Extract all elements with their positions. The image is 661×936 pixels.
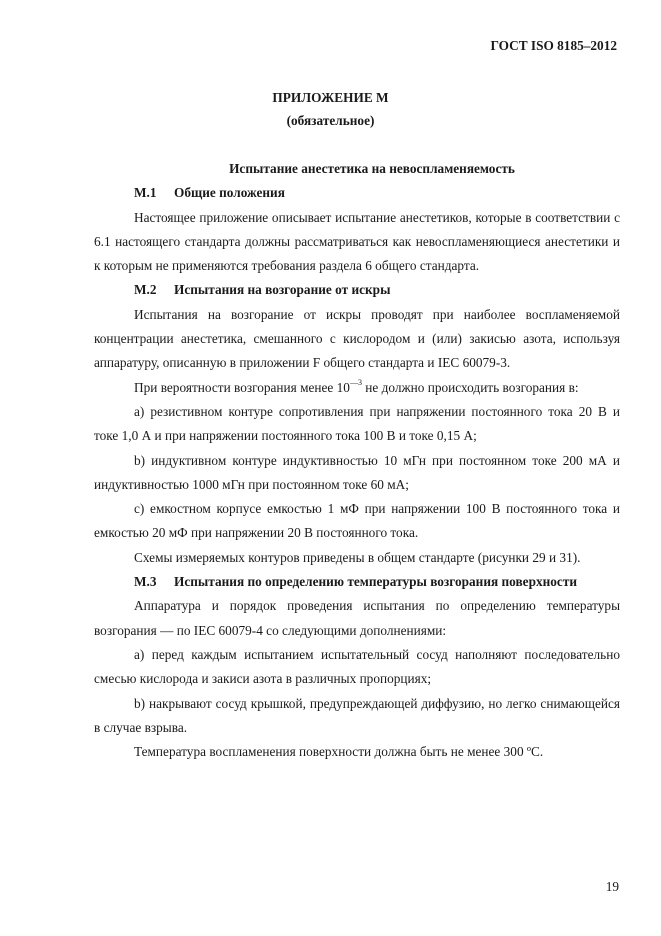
document-body bbox=[94, 157, 620, 764]
page-number: 19 bbox=[605, 879, 619, 894]
annex-subtitle: (обязательное) bbox=[286, 113, 375, 128]
superscript: —3 bbox=[349, 377, 362, 387]
text-fragment: При вероятности возгорания менее 10 bbox=[134, 379, 350, 395]
list-item: а) резистивном контуре сопротивления при напряжении постоянного тока 20 В и токе 1,0 А и при напряжении постоянного тока 100 В и токе 0,15 А; bbox=[94, 403, 620, 444]
section-number: М.2 bbox=[134, 282, 157, 298]
paragraph bbox=[94, 376, 620, 400]
list-item: b) накрывают сосуд крышкой, предупреждающей диффузию, но легко снимающейся в случае взрыва. bbox=[94, 695, 620, 735]
section-title: Испытания на возгорание от искры bbox=[174, 282, 391, 298]
paragraph: Испытания на возгорание от искры проводят при наиболее воспламеняемой концентрации анестетика, смешанного с кислородом и (или) закисью азота, используя аппаратуру, описанную в приложении F общего стандарта и IEC 60079-3. bbox=[94, 306, 620, 371]
section-number: М.1 bbox=[134, 185, 157, 201]
list-item: b) индуктивном контуре индуктивностью 10 мГн при постоянном токе 200 мА и индуктивностью 1000 мГн при постоянном токе 60 мА; bbox=[94, 452, 620, 492]
annex-title: ПРИЛОЖЕНИЕ М bbox=[272, 90, 389, 105]
list-item: с) емкостном корпусе емкостью 1 мФ при напряжении 100 В постоянного тока и емкостью 20 мФ при напряжении 20 В постоянного тока. bbox=[94, 501, 620, 541]
paragraph: Аппаратура и порядок проведения испытания по определению температуры возгорания — по IEC 60079-4 со следующими дополнениями: bbox=[94, 598, 620, 638]
annex-heading: Испытание анестетика на невоспламеняемость bbox=[229, 161, 515, 176]
list-item: а) перед каждым испытанием испытательный сосуд наполняют последовательно смесью кислорода и закиси азота в различных пропорциях; bbox=[94, 646, 620, 687]
paragraph: Схемы измеряемых контуров приведены в общем стандарте (рисунки 29 и 31). bbox=[134, 549, 581, 565]
paragraph: Температура воспламенения поверхности должна быть не менее 300 ºС. bbox=[134, 744, 544, 760]
section-number: М.3 bbox=[134, 574, 157, 590]
section-m3-heading bbox=[94, 570, 620, 594]
section-title: Общие положения bbox=[174, 185, 285, 201]
standard-header: ГОСТ ISO 8185–2012 bbox=[490, 38, 617, 53]
section-m2-heading bbox=[94, 278, 620, 302]
section-m1-heading bbox=[94, 181, 620, 205]
text-fragment: не должно происходить возгорания в: bbox=[361, 379, 579, 395]
paragraph: Настоящее приложение описывает испытание анестетиков, которые в соответствии с 6.1 настоящего стандарта должны рассматриваться как невоспламеняющиеся анестетики и к которым не применяются требования раздела 6 общего стандарта. bbox=[94, 209, 620, 274]
section-title: Испытания по определению температуры возгорания поверхности bbox=[174, 574, 578, 590]
